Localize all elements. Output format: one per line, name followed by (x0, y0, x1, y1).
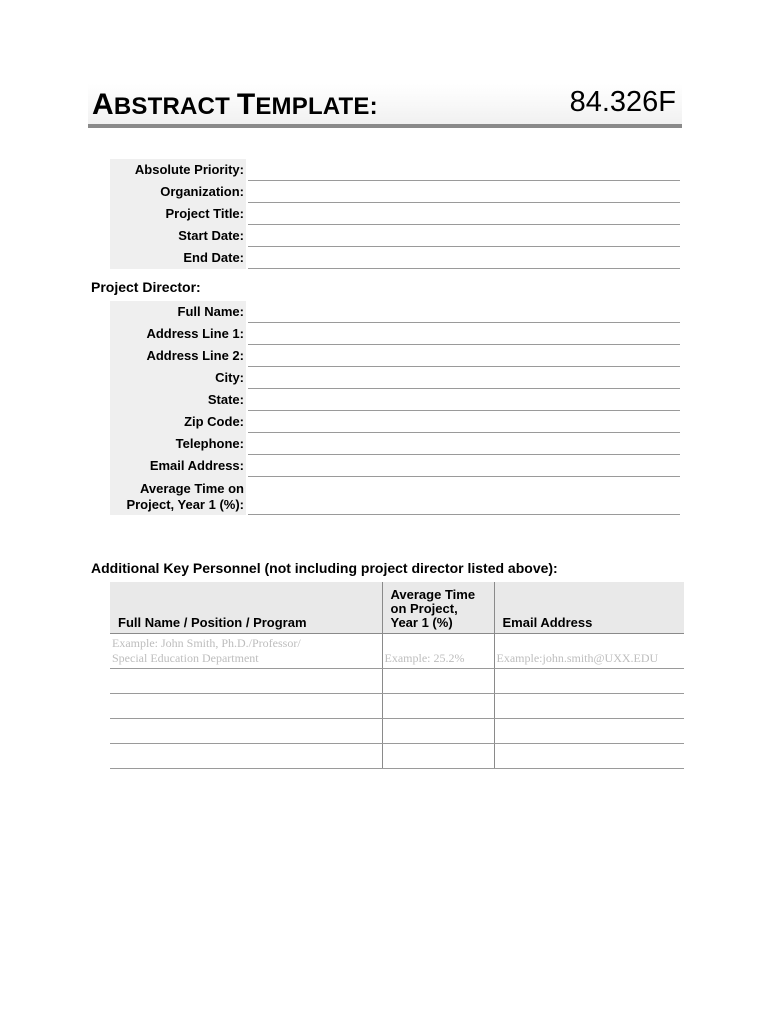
name-cell[interactable] (110, 744, 382, 769)
title-initial-a: A (92, 88, 114, 121)
field-label: Address Line 1: (110, 323, 246, 345)
field-label: Start Date: (110, 225, 246, 247)
time-cell[interactable] (382, 744, 494, 769)
example-email-cell[interactable]: Example:john.smith@UXX.EDU (494, 634, 684, 669)
field-label: Email Address: (110, 455, 246, 477)
project-info-fields (110, 159, 680, 269)
field-label: Organization: (110, 181, 246, 203)
field-label: Project Title: (110, 203, 246, 225)
name-cell[interactable] (110, 719, 382, 744)
field-row-zip-code (110, 411, 680, 433)
col-header-email: Email Address (494, 582, 684, 634)
email-address-input[interactable] (248, 455, 680, 477)
organization-input[interactable] (248, 181, 680, 203)
time-cell[interactable] (382, 694, 494, 719)
field-row-address-line-2 (110, 345, 680, 367)
email-cell[interactable] (494, 669, 684, 694)
field-row-full-name (110, 301, 680, 323)
field-row-project-title (110, 203, 680, 225)
table-row (110, 694, 684, 719)
col-header-name: Full Name / Position / Program (110, 582, 382, 634)
field-row-end-date (110, 247, 680, 269)
personnel-heading: Additional Key Personnel (not including project director listed above): (91, 560, 558, 576)
time-cell[interactable] (382, 669, 494, 694)
example-name-line-2: Special Education Department (112, 651, 259, 665)
start-date-input[interactable] (248, 225, 680, 247)
example-name-cell[interactable] (110, 634, 382, 669)
project-director-heading: Project Director: (91, 279, 201, 295)
field-label: City: (110, 367, 246, 389)
personnel-header-row (110, 582, 684, 634)
field-row-organization (110, 181, 680, 203)
field-label: Address Line 2: (110, 345, 246, 367)
email-cell[interactable] (494, 694, 684, 719)
field-label (110, 477, 246, 515)
project-title-input[interactable] (248, 203, 680, 225)
average-time-input[interactable] (248, 477, 680, 515)
state-input[interactable] (248, 389, 680, 411)
email-cell[interactable] (494, 719, 684, 744)
field-row-average-time (110, 477, 680, 515)
table-row (110, 744, 684, 769)
field-row-address-line-1 (110, 323, 680, 345)
name-cell[interactable] (110, 669, 382, 694)
project-director-fields (110, 301, 680, 515)
field-label: Telephone: (110, 433, 246, 455)
average-time-label-line-1: Average Time on (139, 481, 244, 496)
col-header-average-time-line-1: Average Time (390, 587, 476, 602)
field-row-start-date (110, 225, 680, 247)
field-label: Zip Code: (110, 411, 246, 433)
field-label: Absolute Priority: (110, 159, 246, 181)
end-date-input[interactable] (248, 247, 680, 269)
col-header-average-time-line-3: Year 1 (%) (390, 615, 453, 630)
table-row (110, 634, 684, 669)
field-row-absolute-priority (110, 159, 680, 181)
col-header-average-time (382, 582, 494, 634)
full-name-input[interactable] (248, 301, 680, 323)
col-header-average-time-line-2: on Project, (390, 601, 458, 616)
zip-code-input[interactable] (248, 411, 680, 433)
field-row-email-address (110, 455, 680, 477)
field-label: State: (110, 389, 246, 411)
table-row (110, 719, 684, 744)
city-input[interactable] (248, 367, 680, 389)
telephone-input[interactable] (248, 433, 680, 455)
form-number: 84.326F (569, 86, 676, 118)
email-cell[interactable] (494, 744, 684, 769)
average-time-label-line-2: Project, Year 1 (%): (126, 497, 244, 512)
table-row (110, 669, 684, 694)
absolute-priority-input[interactable] (248, 159, 680, 181)
title-part-template: EMPLATE: (255, 93, 378, 120)
example-time-cell[interactable]: Example: 25.2% (382, 634, 494, 669)
title-initial-t: T (236, 88, 256, 121)
time-cell[interactable] (382, 719, 494, 744)
address-line-1-input[interactable] (248, 323, 680, 345)
personnel-table (110, 582, 684, 769)
field-label: Full Name: (110, 301, 246, 323)
document-title (92, 88, 378, 122)
field-label: End Date: (110, 247, 246, 269)
address-line-2-input[interactable] (248, 345, 680, 367)
field-row-city (110, 367, 680, 389)
name-cell[interactable] (110, 694, 382, 719)
field-row-state (110, 389, 680, 411)
title-part-abstract: BSTRACT (113, 93, 237, 120)
title-band (88, 84, 682, 128)
field-row-telephone (110, 433, 680, 455)
example-name-line-1: Example: John Smith, Ph.D./Professor/ (112, 636, 301, 650)
